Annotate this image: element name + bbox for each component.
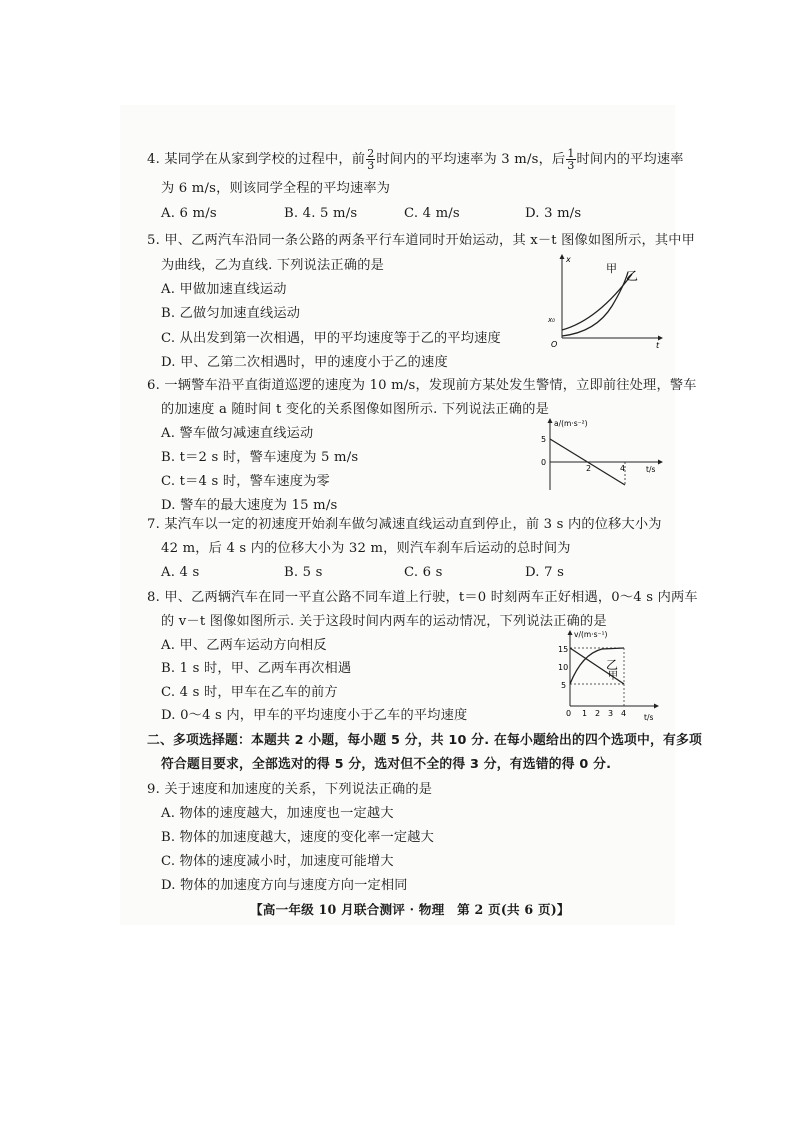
q8-option-d: D. 0～4 s 内，甲车的平均速度小于乙车的平均速度	[161, 708, 468, 723]
q5-x-arrow	[560, 254, 565, 259]
q6-a-arrow	[548, 418, 553, 423]
q8-x-tick-2: 2	[595, 709, 601, 718]
q5-t-arrow	[658, 336, 663, 341]
q7-line1: 7. 某汽车以一定的初速度开始刹车做匀减速直线运动直到停止，前 3 s 内的位移大小为	[147, 517, 662, 532]
q4-frac2-den: 3	[567, 159, 575, 172]
q9-option-d: D. 物体的加速度方向与速度方向一定相同	[161, 878, 408, 893]
q5-xt-graph	[540, 250, 665, 350]
q5-label-jia: 甲	[606, 262, 617, 275]
q4-option-d: D. 3 m/s	[525, 206, 582, 221]
q4-option-c: C. 4 m/s	[404, 206, 460, 221]
q5-label-yi: 乙	[626, 269, 639, 283]
q8-y-tick-10: 10	[558, 663, 569, 672]
q4-fraction-1	[366, 148, 375, 171]
q4-frac1-num: 2	[367, 147, 375, 160]
q4-mid: 时间内的平均速率为 3 m/s，后	[376, 152, 566, 167]
q6-a-axis-label: a/(m·s⁻²)	[554, 419, 588, 428]
q8-option-c: C. 4 s 时，甲车在乙车的前方	[161, 685, 338, 700]
q8-v-axis-label: v/(m·s⁻¹)	[574, 630, 608, 639]
q8-x-tick-4: 4	[621, 709, 627, 718]
section2-heading-line2: 符合题目要求，全部选对的得 5 分，选对但不全的得 3 分，有选错的得 0 分.	[161, 757, 612, 772]
q8-option-b: B. 1 s 时，甲、乙两车再次相遇	[161, 661, 352, 676]
q6-t-arrow	[658, 460, 663, 465]
q5-option-b: B. 乙做匀加速直线运动	[161, 306, 301, 321]
q5-origin-label: O	[551, 340, 558, 349]
q6-zero-label: 0	[541, 458, 547, 467]
q7-option-b: B. 5 s	[284, 565, 323, 580]
q8-t-axis-label: t/s	[644, 713, 654, 722]
q5-line1: 5. 甲、乙两汽车沿同一条公路的两条平行车道同时开始运动，其 x－t 图像如图所示，其中甲	[147, 233, 696, 248]
q4-frac2-num: 1	[567, 147, 575, 160]
q5-x0-label: x₀	[548, 316, 555, 324]
q6-line2: 的加速度 a 随时间 t 变化的关系图像如图所示. 下列说法正确的是	[161, 402, 549, 417]
q6-at-graph	[536, 414, 666, 494]
q8-label-yi: 乙	[606, 658, 619, 672]
q5-x-axis-label: x	[566, 255, 571, 264]
q5-option-a: A. 甲做加速直线运动	[161, 282, 287, 297]
q8-line2: 的 v－t 图像如图所示. 关于这段时间内两车的运动情况，下列说法正确的是	[161, 614, 607, 629]
q4-option-a: A. 6 m/s	[161, 206, 217, 221]
q4-line2: 为 6 m/s，则该同学全程的平均速率为	[161, 181, 391, 196]
q6-tick-2: 2	[586, 464, 592, 473]
q5-option-d: D. 甲、乙第二次相遇时，甲的速度小于乙的速度	[161, 355, 448, 370]
q5-line2: 为曲线，乙为直线. 下列说法正确的是	[161, 258, 384, 273]
q6-option-d: D. 警车的最大速度为 15 m/s	[161, 498, 338, 513]
q7-option-a: A. 4 s	[161, 565, 200, 580]
q7-option-c: C. 6 s	[404, 565, 443, 580]
q8-option-a: A. 甲、乙两车运动方向相反	[161, 638, 327, 653]
q4-lead: 4. 某同学在从家到学校的过程中，前	[147, 152, 366, 167]
q6-option-b: B. t＝2 s 时，警车速度为 5 m/s	[161, 450, 359, 465]
q8-v-arrow	[568, 630, 573, 635]
q4-tail: 时间内的平均速率	[576, 152, 684, 167]
q6-option-c: C. t＝4 s 时，警车速度为零	[161, 474, 330, 489]
exam-page	[120, 105, 675, 925]
q4-fraction-2	[566, 148, 575, 171]
q5-t-axis-label: t	[656, 341, 660, 350]
q8-t-arrow	[654, 704, 659, 709]
q9-line1: 9. 关于速度和加速度的关系，下列说法正确的是	[147, 782, 433, 797]
q6-line1: 6. 一辆警车沿平直街道巡逻的速度为 10 m/s，发现前方某处发生警情，立即前往处理，警车	[147, 378, 697, 393]
q9-option-b: B. 物体的加速度越大，速度的变化率一定越大	[161, 830, 435, 845]
q5-line-yi-straight	[562, 274, 632, 330]
q5-option-c: C. 从出发到第一次相遇，甲的平均速度等于乙的平均速度	[161, 331, 501, 346]
q6-y-tick-5: 5	[541, 435, 547, 444]
q8-line1: 8. 甲、乙两辆汽车在同一平直公路不同车道上行驶，t＝0 时刻两车正好相遇，0～4 s 内两车	[147, 590, 698, 605]
q8-label-jia: 甲	[608, 671, 618, 682]
q6-t-axis-label: t/s	[646, 465, 656, 474]
q8-x-tick-3: 3	[608, 709, 614, 718]
section2-heading-line1: 二、多项选择题：本题共 2 小题，每小题 5 分，共 10 分. 在每小题给出的四个选项中，有多项	[147, 733, 702, 748]
q8-x-tick-1: 1	[582, 709, 588, 718]
q8-x-tick-0: 0	[566, 709, 572, 718]
q7-option-d: D. 7 s	[525, 565, 565, 580]
q7-line2: 42 m，后 4 s 内的位移大小为 32 m，则汽车刹车后运动的总时间为	[161, 541, 571, 556]
q8-y-tick-5: 5	[561, 681, 567, 690]
q6-tick-4: 4	[620, 464, 626, 473]
q4-option-b: B. 4. 5 m/s	[284, 206, 358, 221]
q9-option-a: A. 物体的速度越大，加速度也一定越大	[161, 806, 394, 821]
q9-option-c: C. 物体的速度减小时，加速度可能增大	[161, 854, 394, 869]
q8-vt-graph	[556, 626, 666, 724]
page-footer: 【高一年级 10 月联合测评 · 物理 第 2 页(共 6 页)】	[250, 902, 570, 917]
q4-frac1-den: 3	[367, 159, 375, 172]
q8-y-tick-15: 15	[558, 645, 569, 654]
q4-line1	[147, 148, 684, 171]
q6-option-a: A. 警车做匀减速直线运动	[161, 426, 314, 441]
